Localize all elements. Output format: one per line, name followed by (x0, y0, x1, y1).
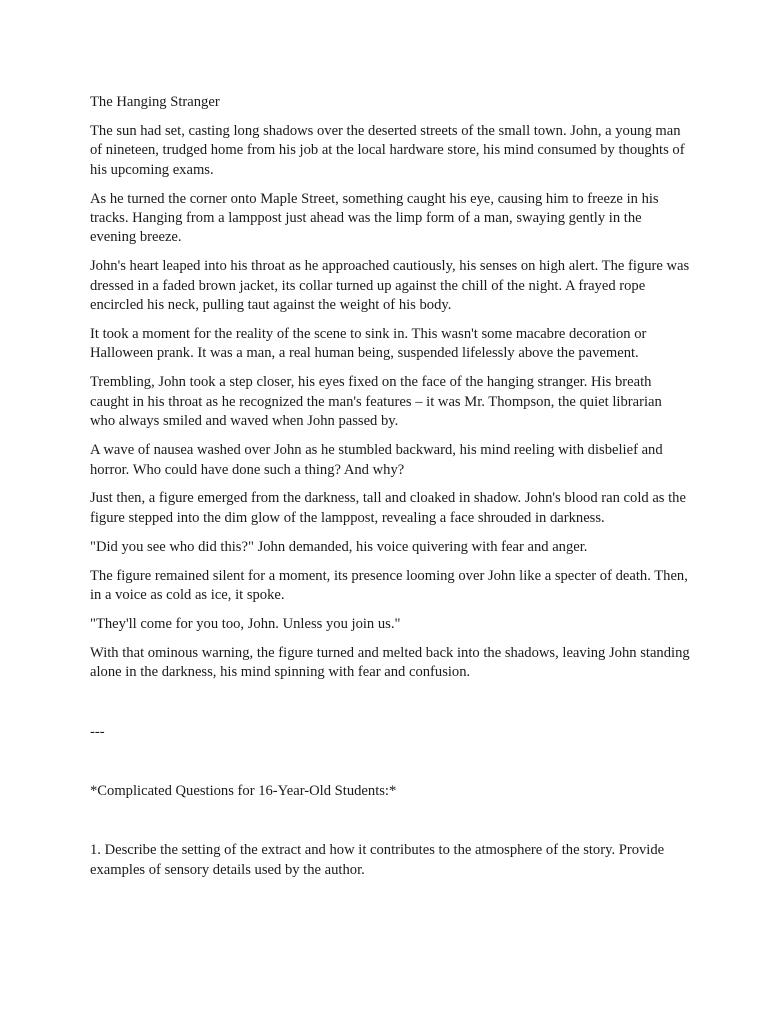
story-paragraph-7: Just then, a figure emerged from the darkness, tall and cloaked in shadow. John's blood ran cold as the figure stepped into the dim glow of the lamppost, revealing a face shrouded in darkness. (90, 490, 686, 526)
story-paragraph-11: With that ominous warning, the figure turned and melted back into the shadows, leaving John standing alone in the darkness, his mind spinning with fear and confusion. (90, 644, 690, 681)
questions-heading: *Complicated Questions for 16-Year-Old Students:* (90, 783, 397, 800)
story-paragraph-5: Trembling, John took a step closer, his eyes fixed on the face of the hanging stranger. His breath caught in his throat as he recognized the man's features – it was Mr. Thompson, the quiet librarian who always smiled and waved when John passed by. (90, 374, 662, 430)
story-paragraph-4: It took a moment for the reality of the scene to sink in. This wasn't some macabre decoration or Halloween prank. It was a man, a real human being, suspended lifelessly above the pavement. (90, 326, 647, 362)
story-paragraph-2: As he turned the corner onto Maple Street, something caught his eye, causing him to freeze in his tracks. Hanging from a lamppost just ahead was the limp form of a man, swaying gently in the evening breeze. (90, 190, 659, 246)
story-paragraph-10: "They'll come for you too, John. Unless you join us." (90, 615, 401, 632)
section-separator: --- (90, 723, 105, 740)
question-1: 1. Describe the setting of the extract and how it contributes to the atmosphere of the story. Provide examples of sensory details used by the author. (90, 842, 665, 878)
story-paragraph-3: John's heart leaped into his throat as he approached cautiously, his senses on high alert. The figure was dressed in a faded brown jacket, its collar turned up against the chill of the night. A frayed rope encircled his neck, pulling taut against the weight of his body. (90, 258, 690, 314)
story-paragraph-8: "Did you see who did this?" John demanded, his voice quivering with fear and anger. (90, 538, 588, 555)
story-paragraph-1: The sun had set, casting long shadows over the deserted streets of the small town. John, a young man of nineteen, trudged home from his job at the local hardware store, his mind consumed by thoughts of his upcoming exams. (90, 122, 685, 178)
document-page (90, 93, 690, 890)
story-paragraph-6: A wave of nausea washed over John as he stumbled backward, his mind reeling with disbelief and horror. Who could have done such a thing? And why? (90, 442, 663, 478)
story-paragraph-9: The figure remained silent for a moment, its presence looming over John like a specter of death. Then, in a voice as cold as ice, it spoke. (90, 567, 688, 604)
document-title: The Hanging Stranger (90, 94, 220, 110)
